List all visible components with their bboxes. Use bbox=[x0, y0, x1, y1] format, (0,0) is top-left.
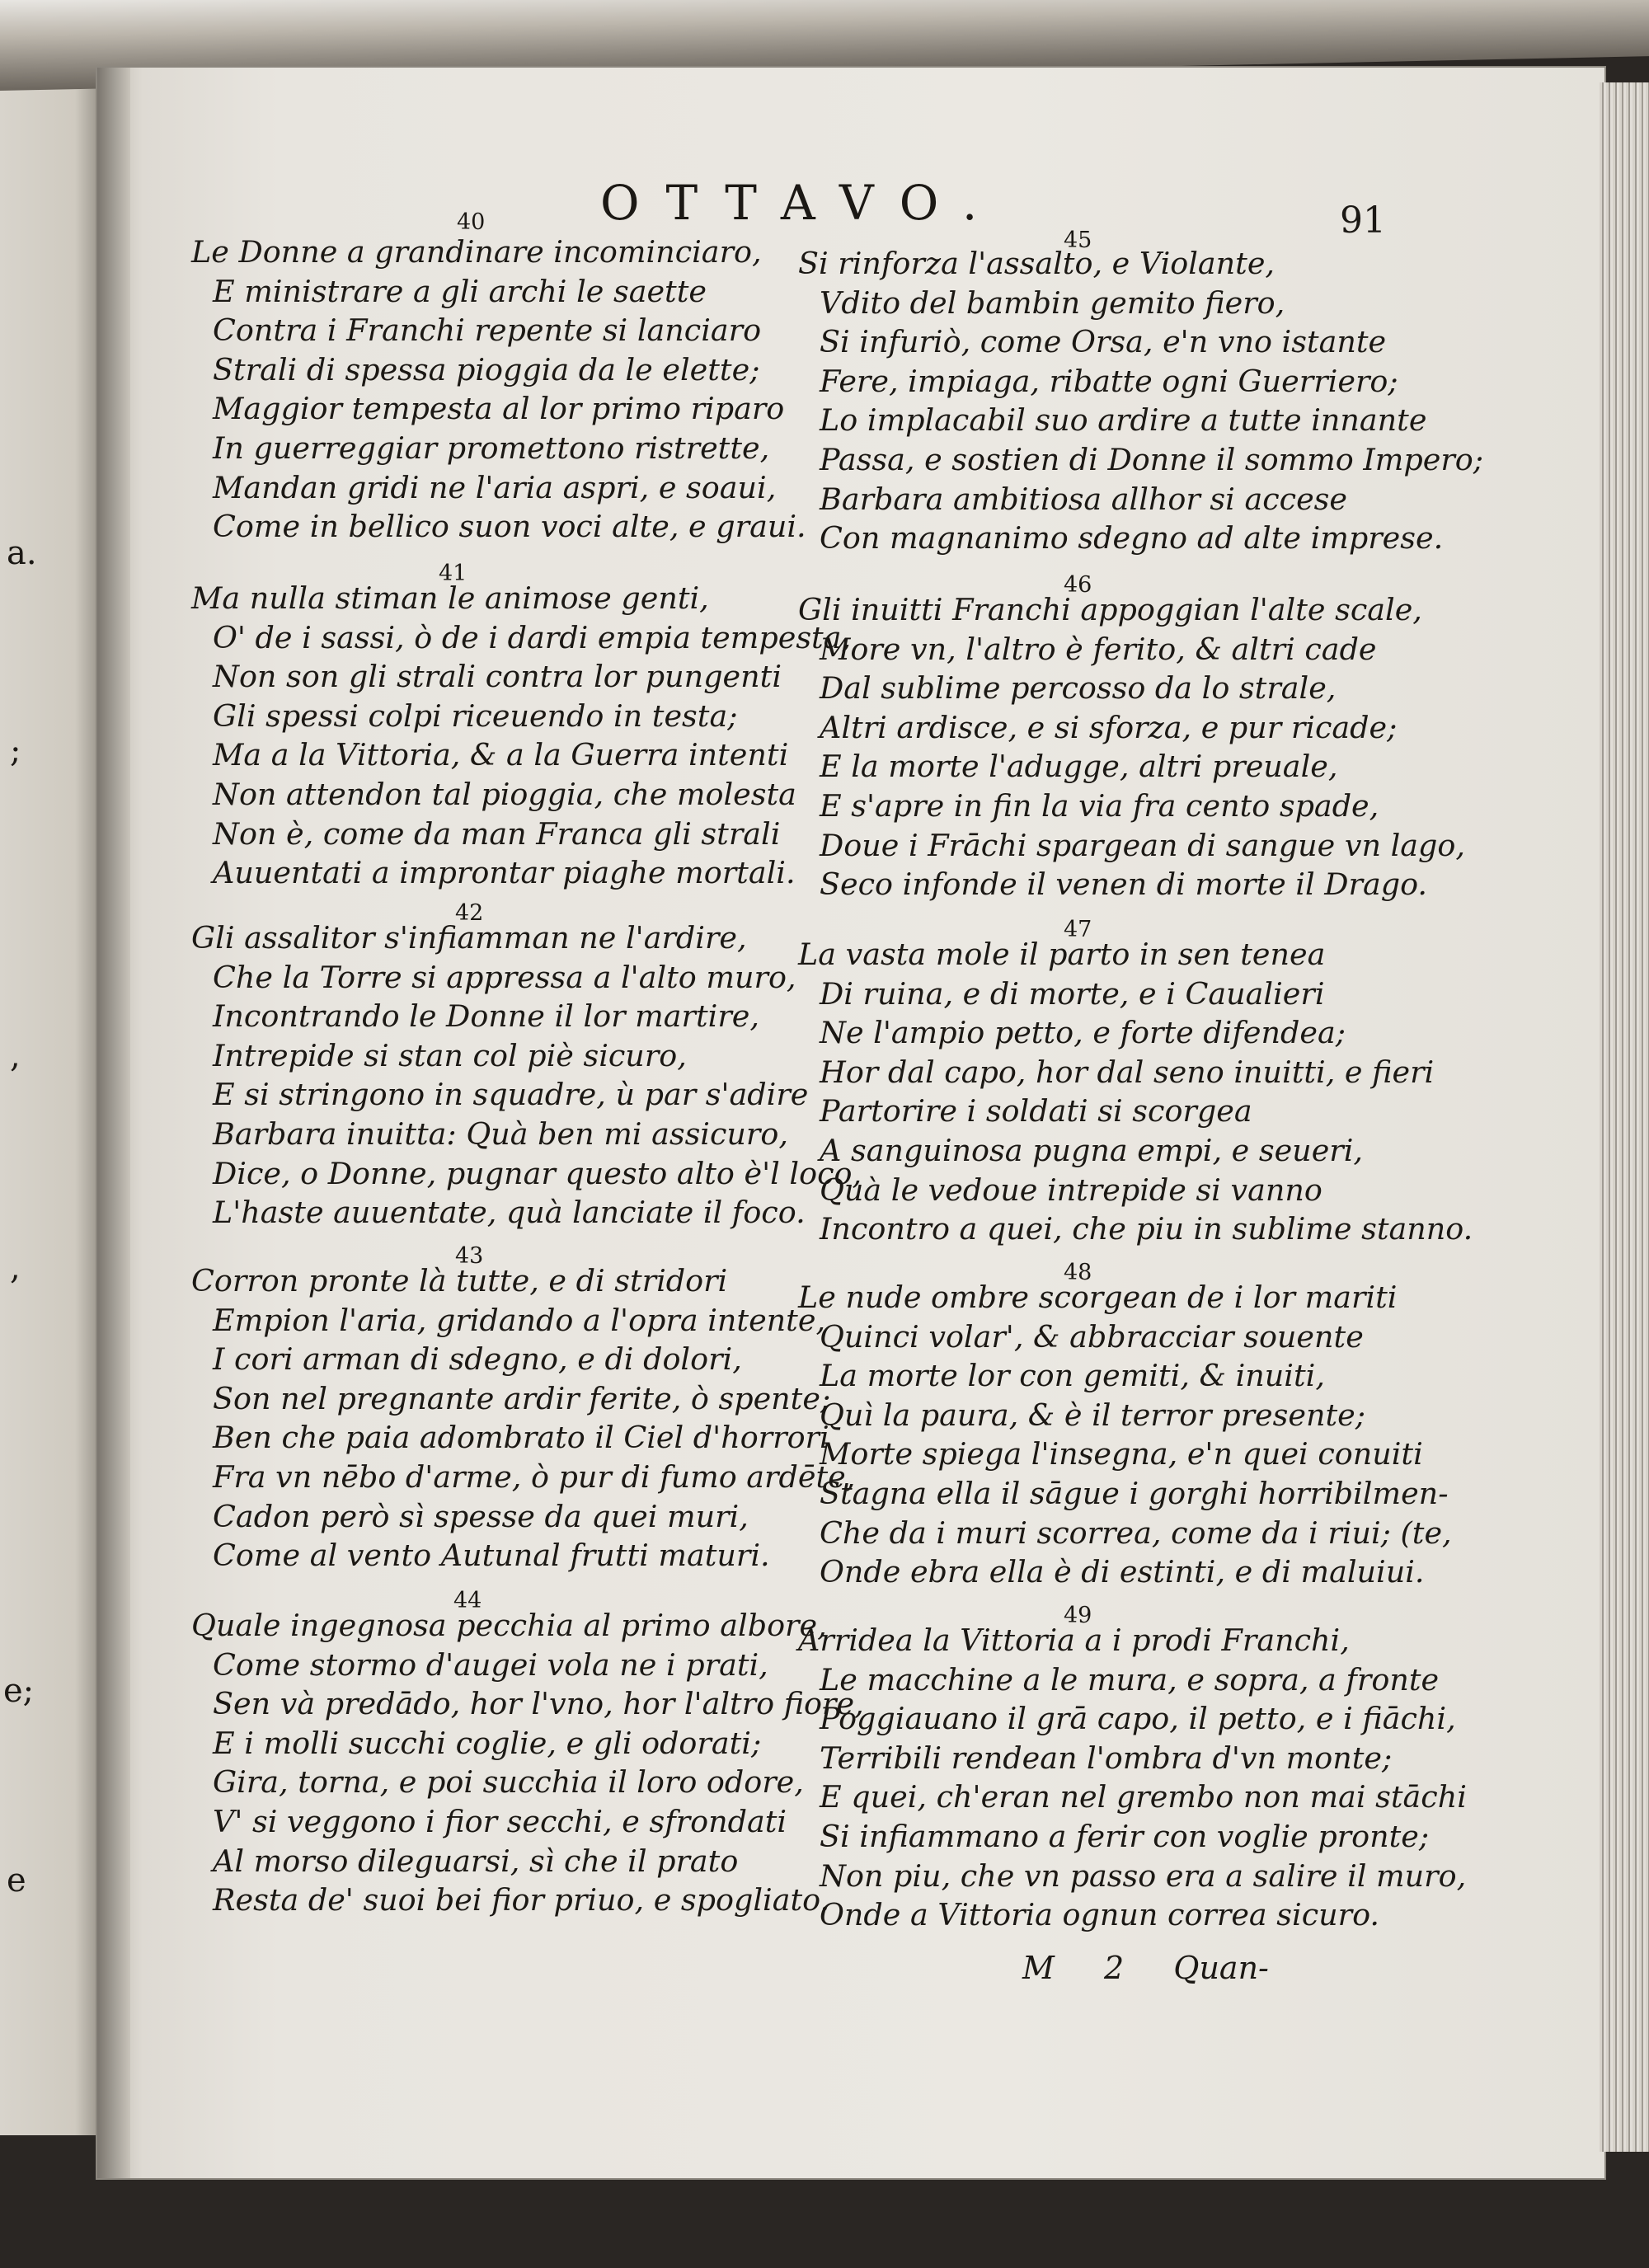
stanza-42 bbox=[191, 900, 862, 1233]
catchword: Quan- bbox=[1173, 1950, 1269, 1986]
verse-line: Poggiauano il grā capo, il petto, e i fiāchi, bbox=[820, 1701, 1456, 1737]
verse-line: Seco infonde il venen di morte il Drago. bbox=[820, 866, 1428, 903]
signature-mark: M bbox=[1022, 1950, 1055, 1986]
verse-line: E ministrare a gli archi le saette bbox=[213, 273, 707, 309]
margin-fragment: , bbox=[10, 1037, 21, 1075]
stanza-number: 49 bbox=[1064, 1603, 1092, 1628]
verse-line: Vdito del bambin gemito fiero, bbox=[820, 284, 1285, 321]
facing-page-edge bbox=[0, 58, 107, 2135]
verse-line: Le macchine a le mura, e sopra, a fronte bbox=[820, 1661, 1440, 1697]
verse-line: L'haste auuentate, quà lanciate il foco. bbox=[213, 1195, 806, 1231]
verse-line: E la morte l'adugge, altri preuale, bbox=[820, 749, 1338, 785]
verse-line: Doue i Frāchi spargean di sangue vn lago, bbox=[820, 827, 1465, 863]
page-gutter bbox=[97, 68, 130, 2178]
verse-line: Lo implacabil suo ardire a tutte innante bbox=[820, 402, 1427, 439]
verse-line: Hor dal capo, hor dal seno inuitti, e fieri bbox=[820, 1054, 1435, 1090]
running-head: OTTAVO. bbox=[600, 175, 1004, 231]
verse-line: Arridea la Vittoria a i prodi Franchi, bbox=[798, 1622, 1350, 1658]
verse-line: Non è, come da man Franca gli strali bbox=[213, 815, 781, 852]
verse-line: In guerreggiar promettono ristrette, bbox=[213, 430, 770, 466]
verse-line: Onde ebra ella è di estinti, e di maluiui. bbox=[820, 1554, 1425, 1590]
signature-number: 2 bbox=[1104, 1950, 1125, 1986]
verse-line: Cadon però sì spesse da quei muri, bbox=[213, 1498, 749, 1534]
verse-line: Con magnanimo sdegno ad alte imprese. bbox=[820, 520, 1444, 556]
verse-line: Terribili rendean l'ombra d'vn monte; bbox=[820, 1740, 1393, 1776]
verse-line: Le nude ombre scorgean de i lor mariti bbox=[798, 1280, 1398, 1315]
stanza-43 bbox=[191, 1243, 855, 1575]
verse-line: Mandan gridi ne l'aria aspri, e soaui, bbox=[213, 469, 777, 505]
verse-line: Incontro a quei, che piu in sublime stanno. bbox=[820, 1211, 1473, 1247]
verse-line: Come al vento Autunal frutti maturi. bbox=[213, 1538, 770, 1574]
verse-line: Morte spiega l'insegna, e'n quei conuiti bbox=[820, 1436, 1423, 1472]
verse-line: Non attendon tal pioggia, che molesta bbox=[213, 776, 796, 812]
verse-line: Come in bellico suon voci alte, e graui. bbox=[213, 509, 806, 545]
verse-line: Stagna ella il sāgue i gorghi horribilmen- bbox=[820, 1475, 1449, 1511]
verse-line: Si infuriò, come Orsa, e'n vno istante bbox=[820, 324, 1387, 360]
verse-line: Barbara inuitta: Quà ben mi assicuro, bbox=[213, 1115, 788, 1152]
verse-line: Si rinforza l'assalto, e Violante, bbox=[798, 246, 1276, 281]
verse-line: O' de i sassi, ò de i dardi empia tempesta, bbox=[213, 619, 852, 655]
verse-line: Di ruina, e di morte, e i Caualieri bbox=[820, 975, 1325, 1012]
verse-line: Son nel pregnante ardir ferite, ò spente; bbox=[213, 1380, 831, 1416]
verse-line: Barbara ambitiosa allhor si accese bbox=[820, 481, 1348, 517]
verse-line: Si infiammano a ferir con voglie pronte; bbox=[820, 1818, 1430, 1854]
stanza-40 bbox=[191, 209, 806, 547]
stanza-number: 47 bbox=[1064, 917, 1092, 942]
verse-line: V' si veggono i fior secchi, e sfrondati bbox=[213, 1803, 787, 1839]
verse-line: Maggior tempesta al lor primo riparo bbox=[213, 391, 785, 427]
stanza-number: 43 bbox=[455, 1243, 484, 1269]
verse-line: La morte lor con gemiti, & inuiti, bbox=[820, 1358, 1325, 1394]
stanza-45 bbox=[798, 228, 1483, 558]
stanza-number: 45 bbox=[1064, 228, 1092, 253]
verse-line: Quì la paura, & è il terror presente; bbox=[820, 1397, 1366, 1433]
page-fore-edge bbox=[1600, 82, 1649, 2152]
stanza-46 bbox=[798, 572, 1465, 904]
verse-line: Altri ardisce, e si sforza, e pur ricade; bbox=[820, 709, 1398, 745]
verse-line: A sanguinosa pugna empi, e seueri, bbox=[820, 1132, 1364, 1168]
verse-line: Auuentati a improntar piaghe mortali. bbox=[213, 855, 796, 891]
verse-line: La vasta mole il parto in sen tenea bbox=[798, 937, 1326, 972]
verse-line: More vn, l'altro è ferito, & altri cade bbox=[820, 631, 1377, 667]
verse-line: Al morso dileguarsi, sì che il prato bbox=[213, 1843, 739, 1879]
stanza-number: 46 bbox=[1064, 572, 1092, 598]
verse-line: Quinci volar', & abbracciar souente bbox=[820, 1318, 1364, 1355]
verse-line: Strali di spessa pioggia da le elette; bbox=[213, 351, 760, 387]
verse-line: Quà le vedoue intrepide si vanno bbox=[820, 1172, 1322, 1208]
stanza-number: 48 bbox=[1064, 1260, 1092, 1285]
verse-line: Ne l'ampio petto, e forte difendea; bbox=[820, 1015, 1346, 1051]
stanza-41 bbox=[191, 561, 851, 893]
verse-line: Corron pronte là tutte, e di stridori bbox=[191, 1263, 728, 1298]
stanza-number: 44 bbox=[453, 1588, 482, 1613]
verse-line: Passa, e sostien di Donne il sommo Impero; bbox=[820, 441, 1484, 477]
verse-line: Partorire i soldati si scorgea bbox=[820, 1093, 1252, 1129]
verse-line: Come stormo d'augei vola ne i prati, bbox=[213, 1646, 768, 1683]
verse-line: Quale ingegnosa pecchia al primo albore, bbox=[191, 1608, 827, 1643]
verse-line: Resta de' suoi bei fior priuo, e spogliato. bbox=[213, 1882, 830, 1918]
verse-line: Ben che paia adombrato il Ciel d'horrori bbox=[213, 1420, 829, 1456]
verse-line: E i molli succhi coglie, e gli odorati; bbox=[213, 1725, 762, 1761]
verse-line: Non son gli strali contra lor pungenti bbox=[213, 659, 782, 695]
verse-line: E s'apre in fin la via fra cento spade, bbox=[820, 787, 1379, 824]
verse-line: Contra i Franchi repente si lanciaro bbox=[213, 312, 762, 349]
margin-fragment: e; bbox=[3, 1672, 35, 1710]
verse-line: Gli spessi colpi riceuendo in testa; bbox=[213, 697, 738, 734]
stanza-48 bbox=[798, 1260, 1452, 1592]
stanza-number: 41 bbox=[439, 561, 467, 586]
verse-line: Non piu, che vn passo era a salire il muro, bbox=[820, 1857, 1467, 1894]
verse-line: Fere, impiaga, ribatte ogni Guerriero; bbox=[820, 363, 1398, 399]
verse-line: Empion l'aria, gridando a l'opra intente, bbox=[213, 1302, 826, 1338]
folio-number: 91 bbox=[1340, 200, 1386, 242]
verse-line: Dal sublime percosso da lo strale, bbox=[820, 670, 1337, 707]
verse-line: Le Donne a grandinare incominciaro, bbox=[191, 234, 762, 270]
verse-line: Gira, torna, e poi succhia il loro odore, bbox=[213, 1764, 804, 1801]
stanza-44 bbox=[191, 1588, 864, 1920]
verse-line: Intrepide si stan col piè sicuro, bbox=[213, 1037, 687, 1073]
verse-line: Dice, o Donne, pugnar questo alto è'l loco, bbox=[213, 1155, 862, 1191]
verse-line: Gli inuitti Franchi appoggian l'alte scale, bbox=[798, 592, 1422, 627]
verse-line: I cori arman di sdegno, e di dolori, bbox=[213, 1341, 742, 1378]
verse-line: Fra vn nēbo d'arme, ò pur di fumo ardēte, bbox=[213, 1458, 856, 1495]
margin-fragment: a. bbox=[7, 534, 37, 572]
page-footer bbox=[1022, 1950, 1308, 1986]
verse-line: Che da i muri scorrea, come da i riui; (te, bbox=[820, 1514, 1452, 1551]
verse-line: Onde a Vittoria ognun correa sicuro. bbox=[820, 1897, 1380, 1933]
margin-fragment: , bbox=[10, 1249, 21, 1287]
verse-line: Gli assalitor s'infiamman ne l'ardire, bbox=[191, 920, 747, 956]
verse-line: E quei, ch'eran nel grembo non mai stāchi bbox=[820, 1779, 1467, 1815]
verse-line: Che la Torre si appressa a l'alto muro, bbox=[213, 959, 796, 995]
stanza-49 bbox=[798, 1603, 1467, 1935]
margin-fragment: ; bbox=[10, 732, 21, 770]
verse-line: Ma a la Vittoria, & a la Guerra intenti bbox=[213, 737, 789, 773]
stanza-number: 42 bbox=[455, 900, 484, 926]
verse-line: E si stringono in squadre, ù par s'adire bbox=[213, 1077, 809, 1113]
margin-fragment: e bbox=[7, 1862, 26, 1899]
stanza-47 bbox=[798, 917, 1473, 1249]
verse-line: Ma nulla stiman le animose genti, bbox=[191, 580, 709, 616]
stanza-number: 40 bbox=[457, 209, 486, 235]
verse-line: Incontrando le Donne il lor martire, bbox=[213, 998, 759, 1035]
verse-line: Sen và predādo, hor l'vno, hor l'altro fiore, bbox=[213, 1686, 864, 1722]
